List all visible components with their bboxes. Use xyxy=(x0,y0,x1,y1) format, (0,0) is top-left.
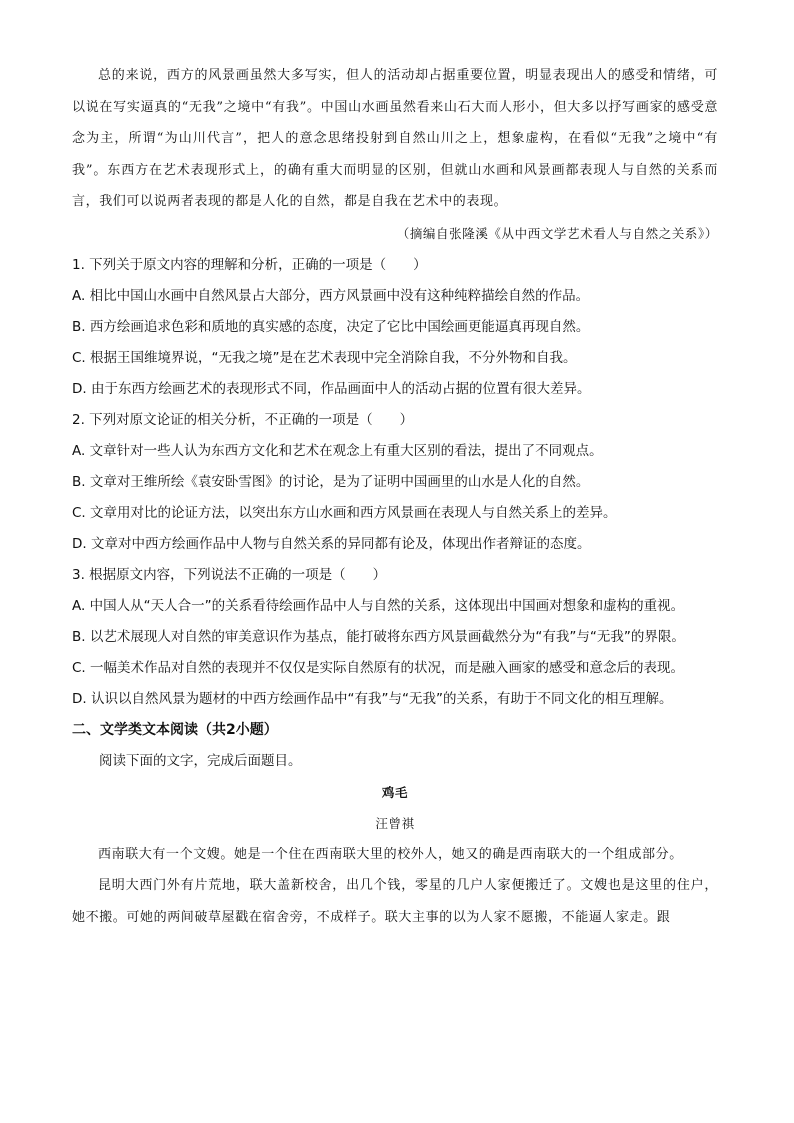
option-a: A. 中国人从“天人合一”的关系看待绘画作品中人与自然的关系，这体现出中国画对想象和虚构的重视。 xyxy=(72,597,685,614)
option-b: B. 以艺术展现人对自然的审美意识作为基点，能打破将东西方风景画截然分为“有我”与“无我”的界限。 xyxy=(72,628,685,645)
option-d: D. 文章对中西方绘画作品中人物与自然关系的异同都有论及，体现出作者辩证的态度。 xyxy=(72,535,591,552)
story-title: 鸡毛 xyxy=(381,784,409,800)
option-a: A. 相比中国山水画中自然风景占大部分，西方风景画中没有这种纯粹描绘自然的作品。 xyxy=(72,287,590,304)
option-d: D. 认识以自然风景为题材的中西方绘画作品中“有我”与“无我”的关系，有助于不同文化的相互理解。 xyxy=(72,690,673,707)
question-3 xyxy=(72,560,718,715)
option-d: D. 由于东西方绘画艺术的表现形式不同，作品画面中人的活动占据的位置有很大差异。 xyxy=(72,380,591,397)
passage-paragraph: 总的来说，西方的风景画虽然大多写实，但人的活动却占据重要位置，明显表现出人的感受和情绪，可以说在写实逼真的“无我”之境中“有我”。中国山水画虽然看来山石大而人形小，但大多以抒写画家的感受意念为主，所谓“为山川代言”，把人的意念思绪投射到自然山川之上，想象虚构，在看似“无我”之境中“有我”。东西方在艺术表现形式上，的确有重大而明显的区别，但就山水画和风景画都表现人与自然的关系而言，我们可以说两者表现的都是人化的自然，都是自我在艺术中的表现。 xyxy=(72,68,718,209)
question-stem: 3. 根据原文内容，下列说法不正确的一项是（ ） xyxy=(72,566,387,583)
story-paragraph: 西南联大有一个文嫂。她是一个住在西南联大里的校外人，她又的确是西南联大的一个组成部分。 xyxy=(98,846,683,862)
option-c: C. 一幅美术作品对自然的表现并不仅仅是实际自然原有的状况，而是融入画家的感受和意念后的表现。 xyxy=(72,659,685,676)
option-a: A. 文章针对一些人认为东西方文化和艺术在观念上有重大区别的看法，提出了不同观点。 xyxy=(72,442,603,459)
question-stem: 1. 下列关于原文内容的理解和分析，正确的一项是（ ） xyxy=(72,256,427,273)
option-b: B. 文章对王维所绘《袁安卧雪图》的讨论，是为了证明中国画里的山水是人化的自然。 xyxy=(72,473,590,490)
reading-instruction: 阅读下面的文字，完成后面题目。 xyxy=(99,752,302,769)
question-2 xyxy=(72,405,718,560)
story-author: 汪曾祺 xyxy=(375,815,415,831)
document-page xyxy=(72,60,718,933)
option-b: B. 西方绘画追求色彩和质地的真实感的态度，决定了它比中国绘画更能逼真再现自然。 xyxy=(72,318,590,335)
passage-source: （摘编自张隆溪《从中西文学艺术看人与自然之关系》） xyxy=(396,225,718,241)
option-c: C. 根据王国维境界说，“无我之境”是在艺术表现中完全消除自我，不分外物和自我。 xyxy=(72,349,577,366)
question-1 xyxy=(72,250,718,405)
question-stem: 2. 下列对原文论证的相关分析，不正确的一项是（ ） xyxy=(72,411,414,428)
story-paragraph: 昆明大西门外有片荒地，联大盖新校舍，出几个钱，零星的几户人家便搬迁了。文嫂也是这里的住户，她不搬。可她的两间破草屋戳在宿舍旁，不成样子。联大主事的以为人家不愿搬，不能逼人家走。跟 xyxy=(72,878,718,925)
option-c: C. 文章用对比的论证方法，以突出东方山水画和西方风景画在表现人与自然关系上的差异。 xyxy=(72,504,617,521)
section-heading: 二、文学类文本阅读（共2小题） xyxy=(72,721,278,738)
